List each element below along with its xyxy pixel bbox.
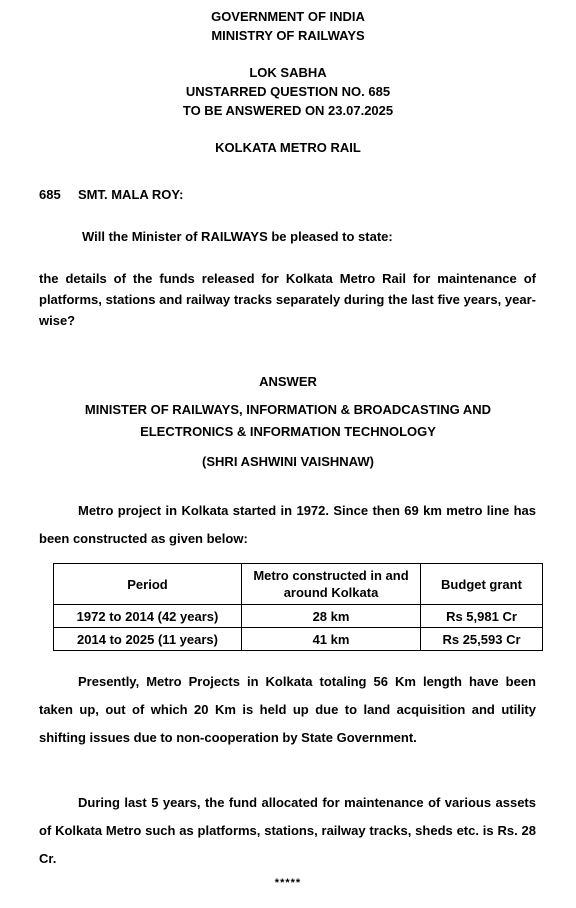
table-row (54, 605, 543, 628)
table-cell-budget: Rs 5,981 Cr (421, 605, 543, 628)
table-header-metro-text: Metro constructed in and around Kolkata (253, 568, 409, 600)
ministry-heading: MINISTRY OF RAILWAYS (211, 28, 365, 43)
table-cell-period: 2014 to 2025 (11 years) (54, 628, 242, 651)
house-heading: LOK SABHA (249, 65, 327, 80)
answer-paragraph-projects: Presently, Metro Projects in Kolkata totaling 56 Km length have been taken up, out of which 20 Km is held up due to land acquisition and utility shifting issues due to non-cooperation by State Government. (39, 674, 536, 745)
answer-date-heading: TO BE ANSWERED ON 23.07.2025 (182, 103, 394, 118)
subject-heading: KOLKATA METRO RAIL (215, 140, 361, 155)
member-name: SMT. MALA ROY: (78, 187, 184, 202)
government-heading: GOVERNMENT OF INDIA (211, 9, 365, 24)
question-number-heading: UNSTARRED QUESTION NO. 685 (185, 84, 391, 99)
table-header-row (54, 564, 543, 605)
table-cell-period: 1972 to 2014 (42 years) (54, 605, 242, 628)
question-prompt: Will the Minister of RAILWAYS be pleased to state: (82, 229, 393, 244)
end-of-answer-mark: ***** (274, 877, 302, 889)
answer-paragraph-maintenance: During last 5 years, the fund allocated for maintenance of various assets of Kolkata Metro such as platforms, stations, railway tracks, sheds etc. is Rs. 28 Cr. (39, 795, 536, 866)
answer-intro: Metro project in Kolkata started in 1972. Since then 69 km metro line has been constructed as given below: (39, 503, 536, 546)
question-text: the details of the funds released for Kolkata Metro Rail for maintenance of platforms, stations and railway tracks separately during the last five years, year-wise? (39, 271, 536, 328)
table-cell-length: 41 km (242, 628, 421, 651)
minister-title-line2: ELECTRONICS & INFORMATION TECHNOLOGY (140, 424, 436, 439)
table-header-metro (242, 564, 421, 605)
metro-construction-table (53, 563, 543, 651)
table-header-budget: Budget grant (421, 564, 543, 605)
answer-heading: ANSWER (259, 374, 317, 389)
minister-name: (SHRI ASHWINI VAISHNAW) (202, 454, 374, 469)
table-header-period: Period (54, 564, 242, 605)
question-number: 685 (39, 187, 61, 202)
table-row (54, 628, 543, 651)
table-cell-length: 28 km (242, 605, 421, 628)
table-cell-budget: Rs 25,593 Cr (421, 628, 543, 651)
minister-title-line1: MINISTER OF RAILWAYS, INFORMATION & BROADCASTING AND (84, 402, 492, 417)
